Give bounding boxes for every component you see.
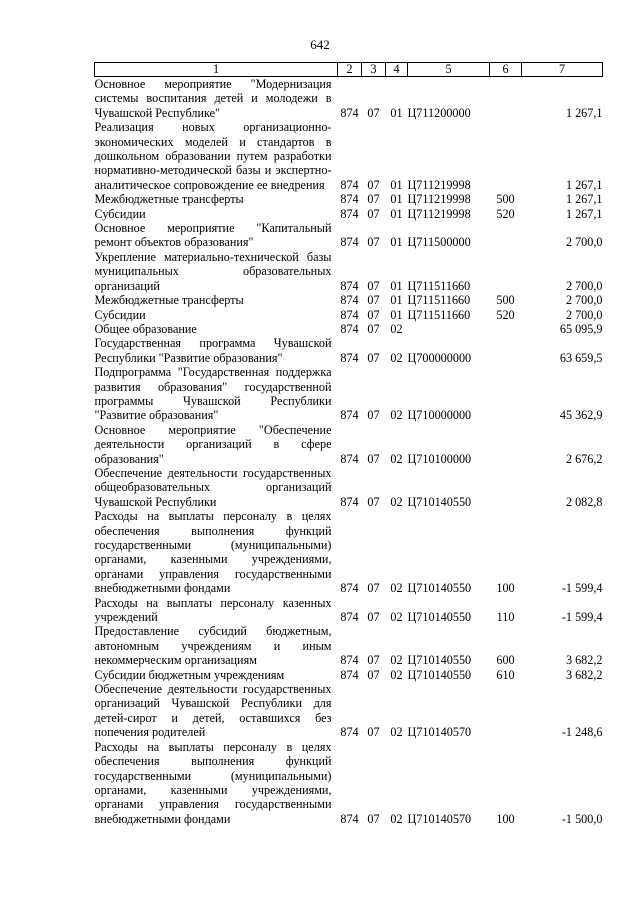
row-name: Субсидии: [94, 206, 146, 221]
row-amount: 1 267,1: [565, 206, 603, 221]
row-expense-type: [490, 682, 522, 740]
row-name: Общее образование: [94, 321, 197, 336]
row-admin-code: 874: [340, 235, 359, 250]
row-target-article: Ц710000000: [407, 408, 472, 423]
row-amount: 2 700,0: [565, 278, 603, 293]
header-amount: 7: [522, 63, 603, 77]
table-row: [95, 365, 603, 423]
row-expense-type: [490, 365, 522, 423]
row-name: Расходы на выплаты персоналу казенных учреждений: [94, 595, 332, 625]
table-row: [95, 250, 603, 293]
row-expense-type: [490, 336, 522, 365]
table-row: [95, 120, 603, 192]
row-section: 07: [367, 667, 380, 682]
table-row: [95, 624, 603, 667]
row-subsection: 02: [390, 811, 403, 826]
row-section: 07: [367, 235, 380, 250]
row-subsection: 02: [390, 321, 403, 336]
row-admin-code: 874: [340, 192, 359, 207]
row-target-article: Ц700000000: [407, 350, 472, 365]
row-admin-code: 874: [340, 105, 359, 120]
table-row: [95, 293, 603, 307]
page-number: 642: [310, 37, 330, 52]
header-vtype: 6: [490, 63, 522, 77]
row-section: 07: [367, 293, 380, 308]
row-amount: 2 700,0: [565, 307, 603, 322]
row-admin-code: 874: [340, 278, 359, 293]
row-section: 07: [367, 494, 380, 509]
row-subsection: 01: [390, 177, 403, 192]
row-subsection: 01: [390, 105, 403, 120]
row-section: 07: [367, 811, 380, 826]
row-section: 07: [367, 321, 380, 336]
row-target-article: Ц710140550: [407, 610, 472, 625]
row-admin-code: 874: [340, 206, 359, 221]
row-amount: 2 676,2: [565, 451, 603, 466]
row-name: Обеспечение деятельности государственных общеобразовательных организаций Чувашской Республики: [94, 465, 332, 509]
row-target-article: Ц710140550: [407, 667, 472, 682]
row-name: Государственная программа Чувашской Республики "Развитие образования": [94, 336, 332, 365]
row-subsection: 02: [390, 350, 403, 365]
row-section: 07: [367, 278, 380, 293]
row-section: 07: [367, 610, 380, 625]
row-expense-type: [490, 250, 522, 293]
row-target-article: Ц711511660: [407, 278, 471, 293]
row-expense-type: 520: [496, 206, 515, 221]
row-amount: 63 659,5: [559, 350, 603, 365]
row-name: Межбюджетные трансферты: [94, 293, 244, 308]
row-name: Основное мероприятие "Модернизация системы воспитания детей и молодежи в Чувашской Республике": [94, 77, 332, 120]
row-section: 07: [367, 350, 380, 365]
row-name: Субсидии бюджетным учреждениям: [94, 667, 285, 682]
row-amount: 1 267,1: [565, 192, 603, 207]
table-row: [95, 740, 603, 826]
row-section: 07: [367, 653, 380, 668]
header-section: 3: [362, 63, 386, 77]
table-row: [95, 322, 603, 336]
row-admin-code: 874: [340, 725, 359, 740]
row-expense-type: 600: [496, 653, 515, 668]
table-row: [95, 668, 603, 682]
row-expense-type: [490, 221, 522, 250]
row-section: 07: [367, 307, 380, 322]
row-section: 07: [367, 451, 380, 466]
row-subsection: 02: [390, 667, 403, 682]
row-expense-type: [490, 120, 522, 192]
row-name: Основное мероприятие "Капитальный ремонт объектов образования": [94, 221, 332, 250]
row-admin-code: 874: [340, 307, 359, 322]
row-target-article: Ц711219998: [407, 177, 471, 192]
row-subsection: 02: [390, 581, 403, 596]
row-section: 07: [367, 206, 380, 221]
row-section: 07: [367, 105, 380, 120]
row-subsection: 01: [390, 235, 403, 250]
row-name: Межбюджетные трансферты: [94, 192, 244, 207]
header-row: [95, 63, 603, 77]
budget-table: [94, 62, 603, 826]
row-expense-type: 500: [496, 293, 515, 308]
table-row: [95, 596, 603, 625]
row-amount: 1 267,1: [565, 177, 603, 192]
row-admin-code: 874: [340, 408, 359, 423]
row-admin-code: 874: [340, 581, 359, 596]
row-name: Укрепление материально-технической базы муниципальных образовательных организаций: [94, 249, 332, 293]
row-amount: 45 362,9: [559, 408, 603, 423]
row-subsection: 01: [390, 307, 403, 322]
table-row: [95, 466, 603, 509]
row-subsection: 02: [390, 725, 403, 740]
row-target-article: Ц710140550: [407, 494, 472, 509]
row-section: 07: [367, 725, 380, 740]
row-target-article: Ц710140550: [407, 581, 472, 596]
row-expense-type: 500: [496, 192, 515, 207]
row-admin-code: 874: [340, 811, 359, 826]
row-expense-type: 100: [496, 581, 515, 596]
row-expense-type: 100: [496, 811, 515, 826]
row-target-article: Ц711511660: [407, 293, 471, 308]
row-name: Предоставление субсидий бюджетным, автономным учреждениям и иным некоммерческим организациям: [94, 624, 332, 668]
row-name: Расходы на выплаты персоналу в целях обеспечения выполнения функций государственными (муниципальными) органами, казенными учреждениями, органами управления государственными внебюджетными фондами: [94, 509, 332, 596]
row-target-article: Ц711219998: [407, 192, 471, 207]
row-subsection: 02: [390, 408, 403, 423]
row-target-article: Ц710140550: [407, 653, 472, 668]
row-expense-type: [490, 423, 522, 466]
row-admin-code: 874: [340, 350, 359, 365]
row-amount: -1 248,6: [561, 725, 603, 740]
row-amount: 2 700,0: [565, 235, 603, 250]
header-subsection: 4: [386, 63, 408, 77]
row-amount: -1 599,4: [561, 581, 603, 596]
row-expense-type: 110: [496, 610, 515, 625]
row-admin-code: 874: [340, 653, 359, 668]
row-amount: 2 700,0: [565, 293, 603, 308]
table-row: [95, 336, 603, 365]
row-section: 07: [367, 408, 380, 423]
row-admin-code: 874: [340, 321, 359, 336]
row-admin-code: 874: [340, 667, 359, 682]
row-amount: 3 682,2: [565, 667, 603, 682]
table-row: [95, 77, 603, 121]
row-target-article: Ц711511660: [407, 307, 471, 322]
row-target-article: Ц710100000: [407, 451, 472, 466]
header-admin: 2: [338, 63, 362, 77]
table-row: [95, 308, 603, 322]
row-admin-code: 874: [340, 494, 359, 509]
row-admin-code: 874: [340, 293, 359, 308]
row-subsection: 02: [390, 451, 403, 466]
row-subsection: 01: [390, 206, 403, 221]
row-name: Субсидии: [94, 307, 146, 322]
table-row: [95, 192, 603, 206]
row-amount: 1 267,1: [565, 105, 603, 120]
row-target-article: [408, 322, 490, 336]
row-admin-code: 874: [340, 177, 359, 192]
row-section: 07: [367, 581, 380, 596]
table-row: [95, 509, 603, 595]
row-name: Расходы на выплаты персоналу в целях обеспечения выполнения функций государственными (муниципальными) органами, казенными учреждениями, органами управления государственными внебюджетными фондами: [94, 739, 332, 826]
row-amount: 65 095,9: [559, 321, 603, 336]
row-name: Реализация новых организационно-экономических моделей и стандартов в дошкольном образовании путем разработки нормативно-методической базы и экспертно-аналитическое сопровождение ее внедрения: [94, 120, 332, 192]
row-subsection: 01: [390, 278, 403, 293]
row-amount: -1 500,0: [561, 811, 603, 826]
row-target-article: Ц710140570: [407, 725, 472, 740]
table-row: [95, 221, 603, 250]
header-name: 1: [95, 63, 338, 77]
row-admin-code: 874: [340, 610, 359, 625]
table-row: [95, 423, 603, 466]
row-target-article: Ц711200000: [407, 105, 471, 120]
row-name: Основное мероприятие "Обеспечение деятельности организаций в сфере образования": [94, 422, 332, 466]
row-name: Обеспечение деятельности государственных организаций Чувашской Республики для детей-сирот и детей, оставшихся без попечения родителей: [94, 682, 332, 740]
row-subsection: 02: [390, 653, 403, 668]
row-subsection: 02: [390, 494, 403, 509]
row-expense-type: 610: [496, 667, 515, 682]
row-expense-type: [490, 322, 522, 336]
row-expense-type: [490, 77, 522, 121]
row-target-article: Ц711219998: [407, 206, 471, 221]
row-subsection: 01: [390, 293, 403, 308]
table-row: [95, 207, 603, 221]
row-subsection: 01: [390, 192, 403, 207]
row-name: Подпрограмма "Государственная поддержка развития образования" государственной программы Чувашской Республики "Развитие образования": [94, 365, 332, 423]
row-amount: -1 599,4: [561, 610, 603, 625]
row-amount: 3 682,2: [565, 653, 603, 668]
row-expense-type: [490, 466, 522, 509]
row-amount: 2 082,8: [565, 494, 603, 509]
row-admin-code: 874: [340, 451, 359, 466]
row-target-article: Ц710140570: [407, 811, 472, 826]
header-target: 5: [408, 63, 490, 77]
row-expense-type: 520: [496, 307, 515, 322]
row-target-article: Ц711500000: [407, 235, 471, 250]
row-subsection: 02: [390, 610, 403, 625]
row-section: 07: [367, 192, 380, 207]
row-section: 07: [367, 177, 380, 192]
table-row: [95, 682, 603, 740]
